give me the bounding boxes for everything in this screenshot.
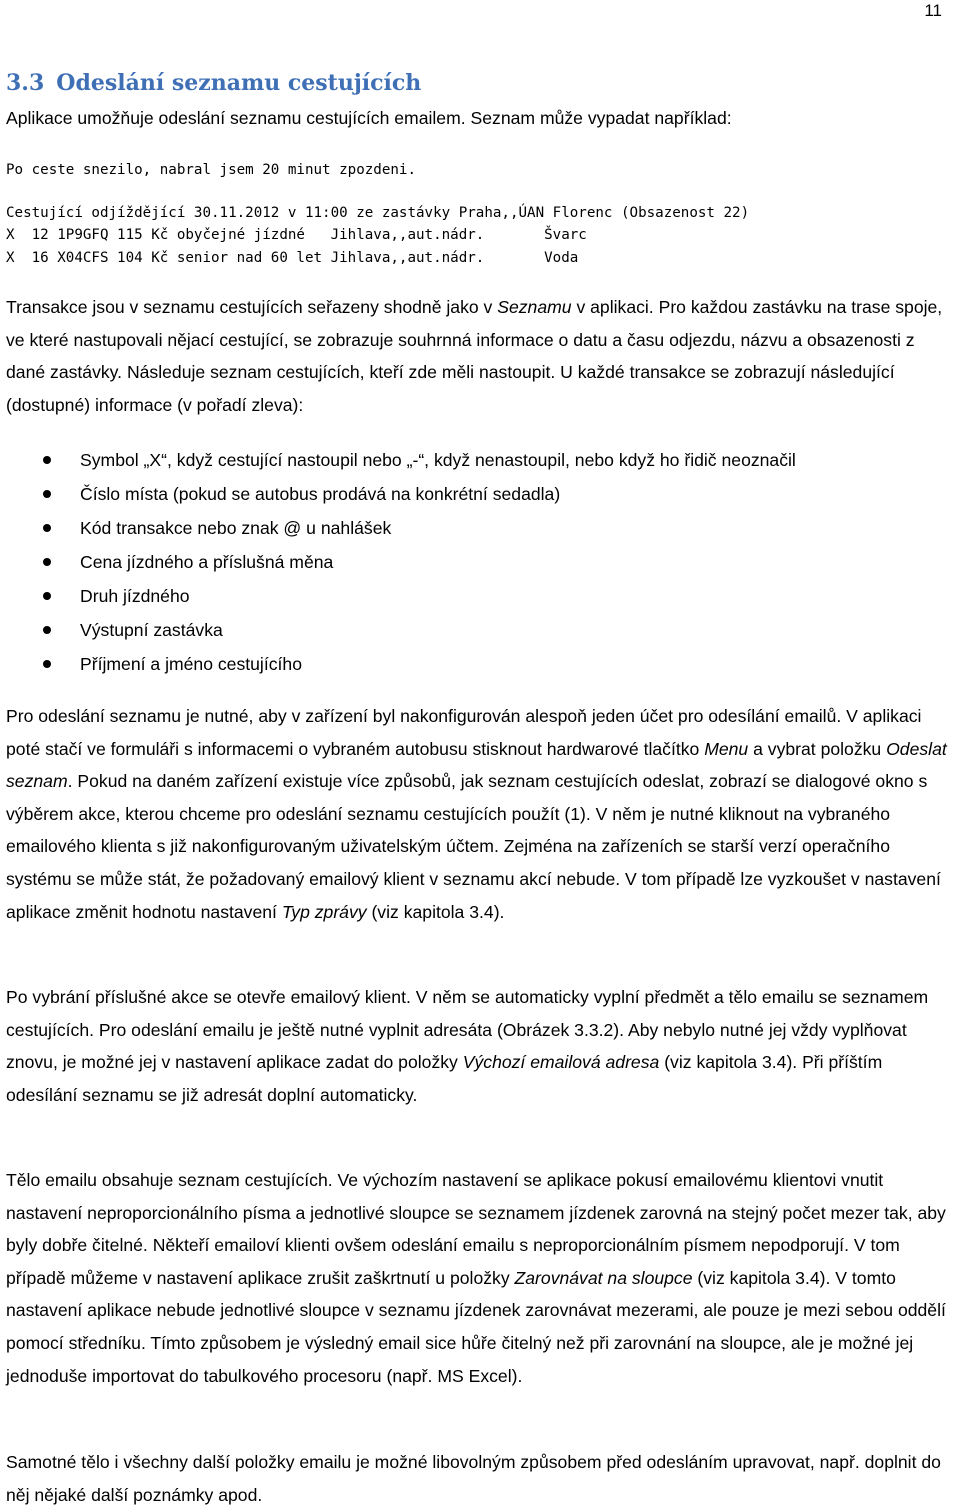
- section-title: Odeslání seznamu cestujících: [56, 70, 422, 96]
- bullet-icon: [43, 456, 51, 464]
- list-item: [0, 443, 796, 477]
- page-number: 11: [924, 1, 942, 20]
- bullet-icon: [43, 524, 51, 532]
- list-item-text: Kód transakce nebo znak @ u nahlášek: [80, 518, 392, 538]
- text-span: a vybrat položku: [748, 738, 887, 759]
- paragraph-email-body: [6, 1164, 954, 1392]
- list-item-text: Druh jízdného: [80, 586, 190, 606]
- list-item: [0, 613, 796, 647]
- list-item-text: Symbol „X“, když cestující nastoupil nebo „-“, když nenastoupil, nebo když ho řidič neoznačil: [80, 450, 796, 470]
- list-item: [0, 579, 796, 613]
- bullet-icon: [43, 558, 51, 566]
- bullet-icon: [43, 490, 51, 498]
- list-item-text: Výstupní zastávka: [80, 620, 223, 640]
- intro-paragraph: Aplikace umožňuje odeslání seznamu cestujících emailem. Seznam může vypadat například:: [6, 108, 732, 128]
- example-note-line: Po ceste snezilo, nabral jsem 20 minut zpozdeni.: [6, 162, 416, 178]
- bullet-icon: [43, 592, 51, 600]
- paragraph-sending: [6, 700, 954, 928]
- text-span: v aplikaci. Pro každou zastávku na trase spoje, ve které nastupovali nějací cestující, se zobrazuje souhrnná informace o datu a času odjezdu, názvu a obsazenosti z dané zastávky. Následuje seznam cestujících, kteří zde měli nastoupit. U každé transakce se zobrazují následující (dostupné) informace (v pořadí zleva):: [6, 297, 943, 415]
- list-item: [0, 647, 796, 681]
- example-header-line: Cestující odjíždějící 30.11.2012 v 11:00 ze zastávky Praha,,ÚAN Florenc (Obsazenost 22): [6, 204, 750, 221]
- text-span: (viz kapitola 3.4).: [366, 901, 505, 922]
- bullet-icon: [43, 660, 51, 668]
- text-span: (viz kapitola 3.4). V tomto nastavení aplikace nebude jednotlivé sloupce v seznamu jízdenek zarovnávat mezerami, ale pouze je mezi sebou oddělí pomocí středníku. Tímto způsobem je výsledný email sice hůře čitelný než při zarovnání na sloupce, ale je možné jej jednoduše importovat do tabulkového procesoru (např. MS Excel).: [6, 1267, 946, 1386]
- emphasis-zarovnavat: Zarovnávat na sloupce: [514, 1267, 693, 1288]
- example-row: X 16 X04CFS 104 Kč senior nad 60 let Jihlava,,aut.nádr. Voda: [6, 249, 579, 266]
- paragraph-editing: Samotné tělo i všechny další položky emailu je možné libovolným způsobem před odesláním upravovat, např. doplnit do něj nějaké další poznámky apod.: [6, 1452, 941, 1505]
- text-span: Transakce jsou v seznamu cestujících seřazeny shodně jako v: [6, 297, 498, 317]
- list-item-text: Příjmení a jméno cestujícího: [80, 654, 302, 674]
- transaction-info-list: [0, 443, 796, 681]
- example-passenger-list: [6, 159, 749, 269]
- list-item-text: Číslo místa (pokud se autobus prodává na konkrétní sedadla): [80, 484, 561, 504]
- list-item: [0, 477, 796, 511]
- text-span: Tělo emailu obsahuje seznam cestujících. Ve výchozím nastavení se aplikace pokusí emailovému klientovi vnutit nastavení neproporcionálního písma a jednotlivé sloupce se seznamem jízdenek zarovná na stejný počet mezer tak, aby byly dobře čitelné. Někteří emailoví klienti ovšem odeslání emailu s neproporcionálním písmem nepodporují. V tom případě můžeme v nastavení aplikace zrušit zaškrtnutí u položky: [6, 1170, 946, 1288]
- section-number: 3.3: [6, 70, 45, 96]
- emphasis-typ-zpravy: Typ zprávy: [281, 901, 367, 922]
- text-span: Pro odeslání seznamu je nutné, aby v zařízení byl nakonfigurován alespoň jeden účet pro odesílání emailů. V aplikaci poté stačí ve formuláři s informacemi o vybraném autobusu stisknout hardwarové tlačítko: [6, 706, 922, 759]
- emphasis-vychozi-adresa: Výchozí emailová adresa: [462, 1052, 660, 1073]
- emphasis-odeslat-seznam: Odeslat seznam: [6, 738, 947, 792]
- paragraph-email-client: [6, 981, 954, 1111]
- text-span: Po vybrání příslušné akce se otevře emailový klient. V něm se automaticky vyplní předmět a tělo emailu se seznamem cestujících. Pro odeslání emailu je ještě nutné vyplnit adresáta (Obrázek 3.3.2). Aby nebylo nutné jej vždy vyplňovat znovu, je možné jej v nastavení aplikace zadat do položky: [6, 987, 929, 1073]
- section-heading: [6, 70, 421, 96]
- text-span: . Pokud na daném zařízení existuje více způsobů, jak seznam cestujících odeslat, zobrazí se dialogové okno s výběrem akce, kterou chceme pro odeslání seznamu cestujících použít (1). V něm je nutné kliknout na vybraného emailového klienta s již nakonfigurovaným uživatelským účtem. Zejména na zařízeních se starší verzí operačního systému se může stát, že požadovaný emailový klient v seznamu akcí nebude. V tom případě lze vyzkoušet v nastavení aplikace změnit hodnotu nastavení: [6, 771, 941, 922]
- text-span: (viz kapitola 3.4). Při příštím odesílání seznamu se již adresát doplní automaticky.: [6, 1052, 883, 1105]
- list-item: [0, 511, 796, 545]
- paragraph-ordering: [6, 291, 954, 421]
- list-item: [0, 545, 796, 579]
- emphasis-menu: Menu: [704, 738, 749, 759]
- list-item-text: Cena jízdného a příslušná měna: [80, 552, 334, 572]
- example-row: X 12 1P9GFQ 115 Kč obyčejné jízdné Jihlava,,aut.nádr. Švarc: [6, 227, 587, 244]
- bullet-icon: [43, 626, 51, 634]
- emphasis-seznamu: Seznamu: [497, 297, 572, 317]
